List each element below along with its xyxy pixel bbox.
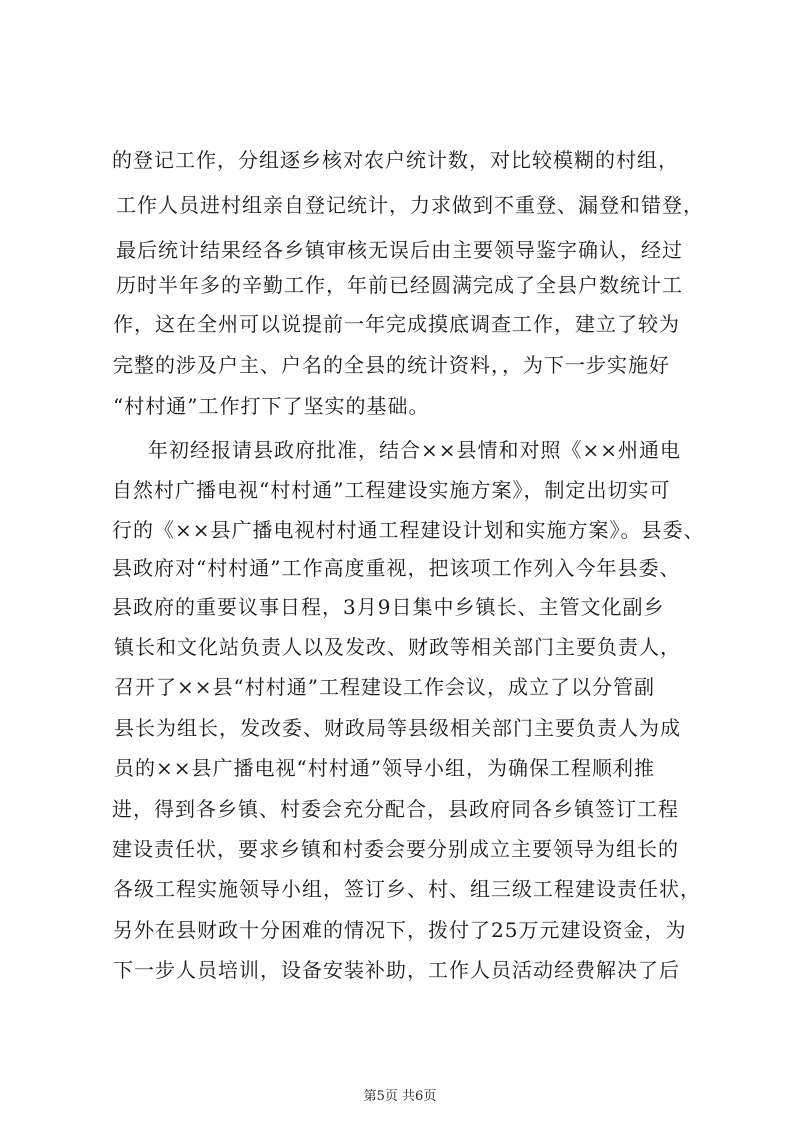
text-line: 作，这在全州可以说提前一年完成摸底调查工作，建立了较为 bbox=[113, 312, 680, 336]
text-line: 另外在县财政十分困难的情况下，拨付了25万元建设资金，为 bbox=[113, 918, 687, 942]
text-line: 县政府的重要议事日程，3月9日集中乡镇长、主管文化副乡 bbox=[112, 595, 665, 619]
text-line: 下一步人员培训，设备安装补助，工作人员活动经费解决了后 bbox=[113, 958, 680, 982]
text-line: 建设责任状，要求乡镇和村委会要分别成立主要领导为组长的 bbox=[112, 837, 679, 861]
text-line: 的登记工作，分组逐乡核对农户统计数，对比较模糊的村组， bbox=[112, 148, 679, 172]
text-line: 县政府对“村村通”工作高度重视，把该项工作列入今年县委、 bbox=[112, 556, 681, 580]
page-number-footer: 第5页 共6页 bbox=[363, 1089, 437, 1104]
text-line: 年初经报请县政府批准，结合××县情和对照《××州通电 bbox=[148, 438, 682, 462]
text-line: 进，得到各乡镇、村委会充分配合，县政府同各乡镇签订工程 bbox=[112, 797, 679, 821]
text-line: 最后统计结果经各乡镇审核无误后由主要领导鉴字确认，经过 bbox=[116, 238, 683, 262]
text-line: “村村通”工作打下了坚实的基础。 bbox=[113, 394, 430, 418]
text-line: 历时半年多的辛勤工作，年前已经圆满完成了全县户数统计工 bbox=[116, 273, 683, 297]
text-line: 县长为组长，发改委、财政局等县级相关部门主要负责人为成 bbox=[114, 716, 681, 740]
text-line: 镇长和文化站负责人以及发改、财政等相关部门主要负责人， bbox=[114, 635, 681, 659]
text-line: 召开了××县“村村通”工程建设工作会议，成立了以分管副 bbox=[114, 675, 655, 699]
text-line: 工作人员进村组亲自登记统计，力求做到不重登、漏登和错登， bbox=[116, 193, 704, 217]
text-line: 员的××县广播电视“村村通”领导小组，为确保工程顺利推 bbox=[114, 756, 655, 780]
text-line: 各级工程实施领导小组，签订乡、村、组三级工程建设责任状， bbox=[113, 877, 701, 901]
text-line: 自然村广播电视“村村通”工程建设实施方案》，制定出切实可 bbox=[112, 478, 671, 502]
text-line: 行的《××县广播电视村村通工程建设计划和实施方案》。县委、 bbox=[112, 518, 705, 542]
text-line: 完整的涉及户主、户名的全县的统计资料，，为下一步实施好 bbox=[113, 353, 670, 377]
